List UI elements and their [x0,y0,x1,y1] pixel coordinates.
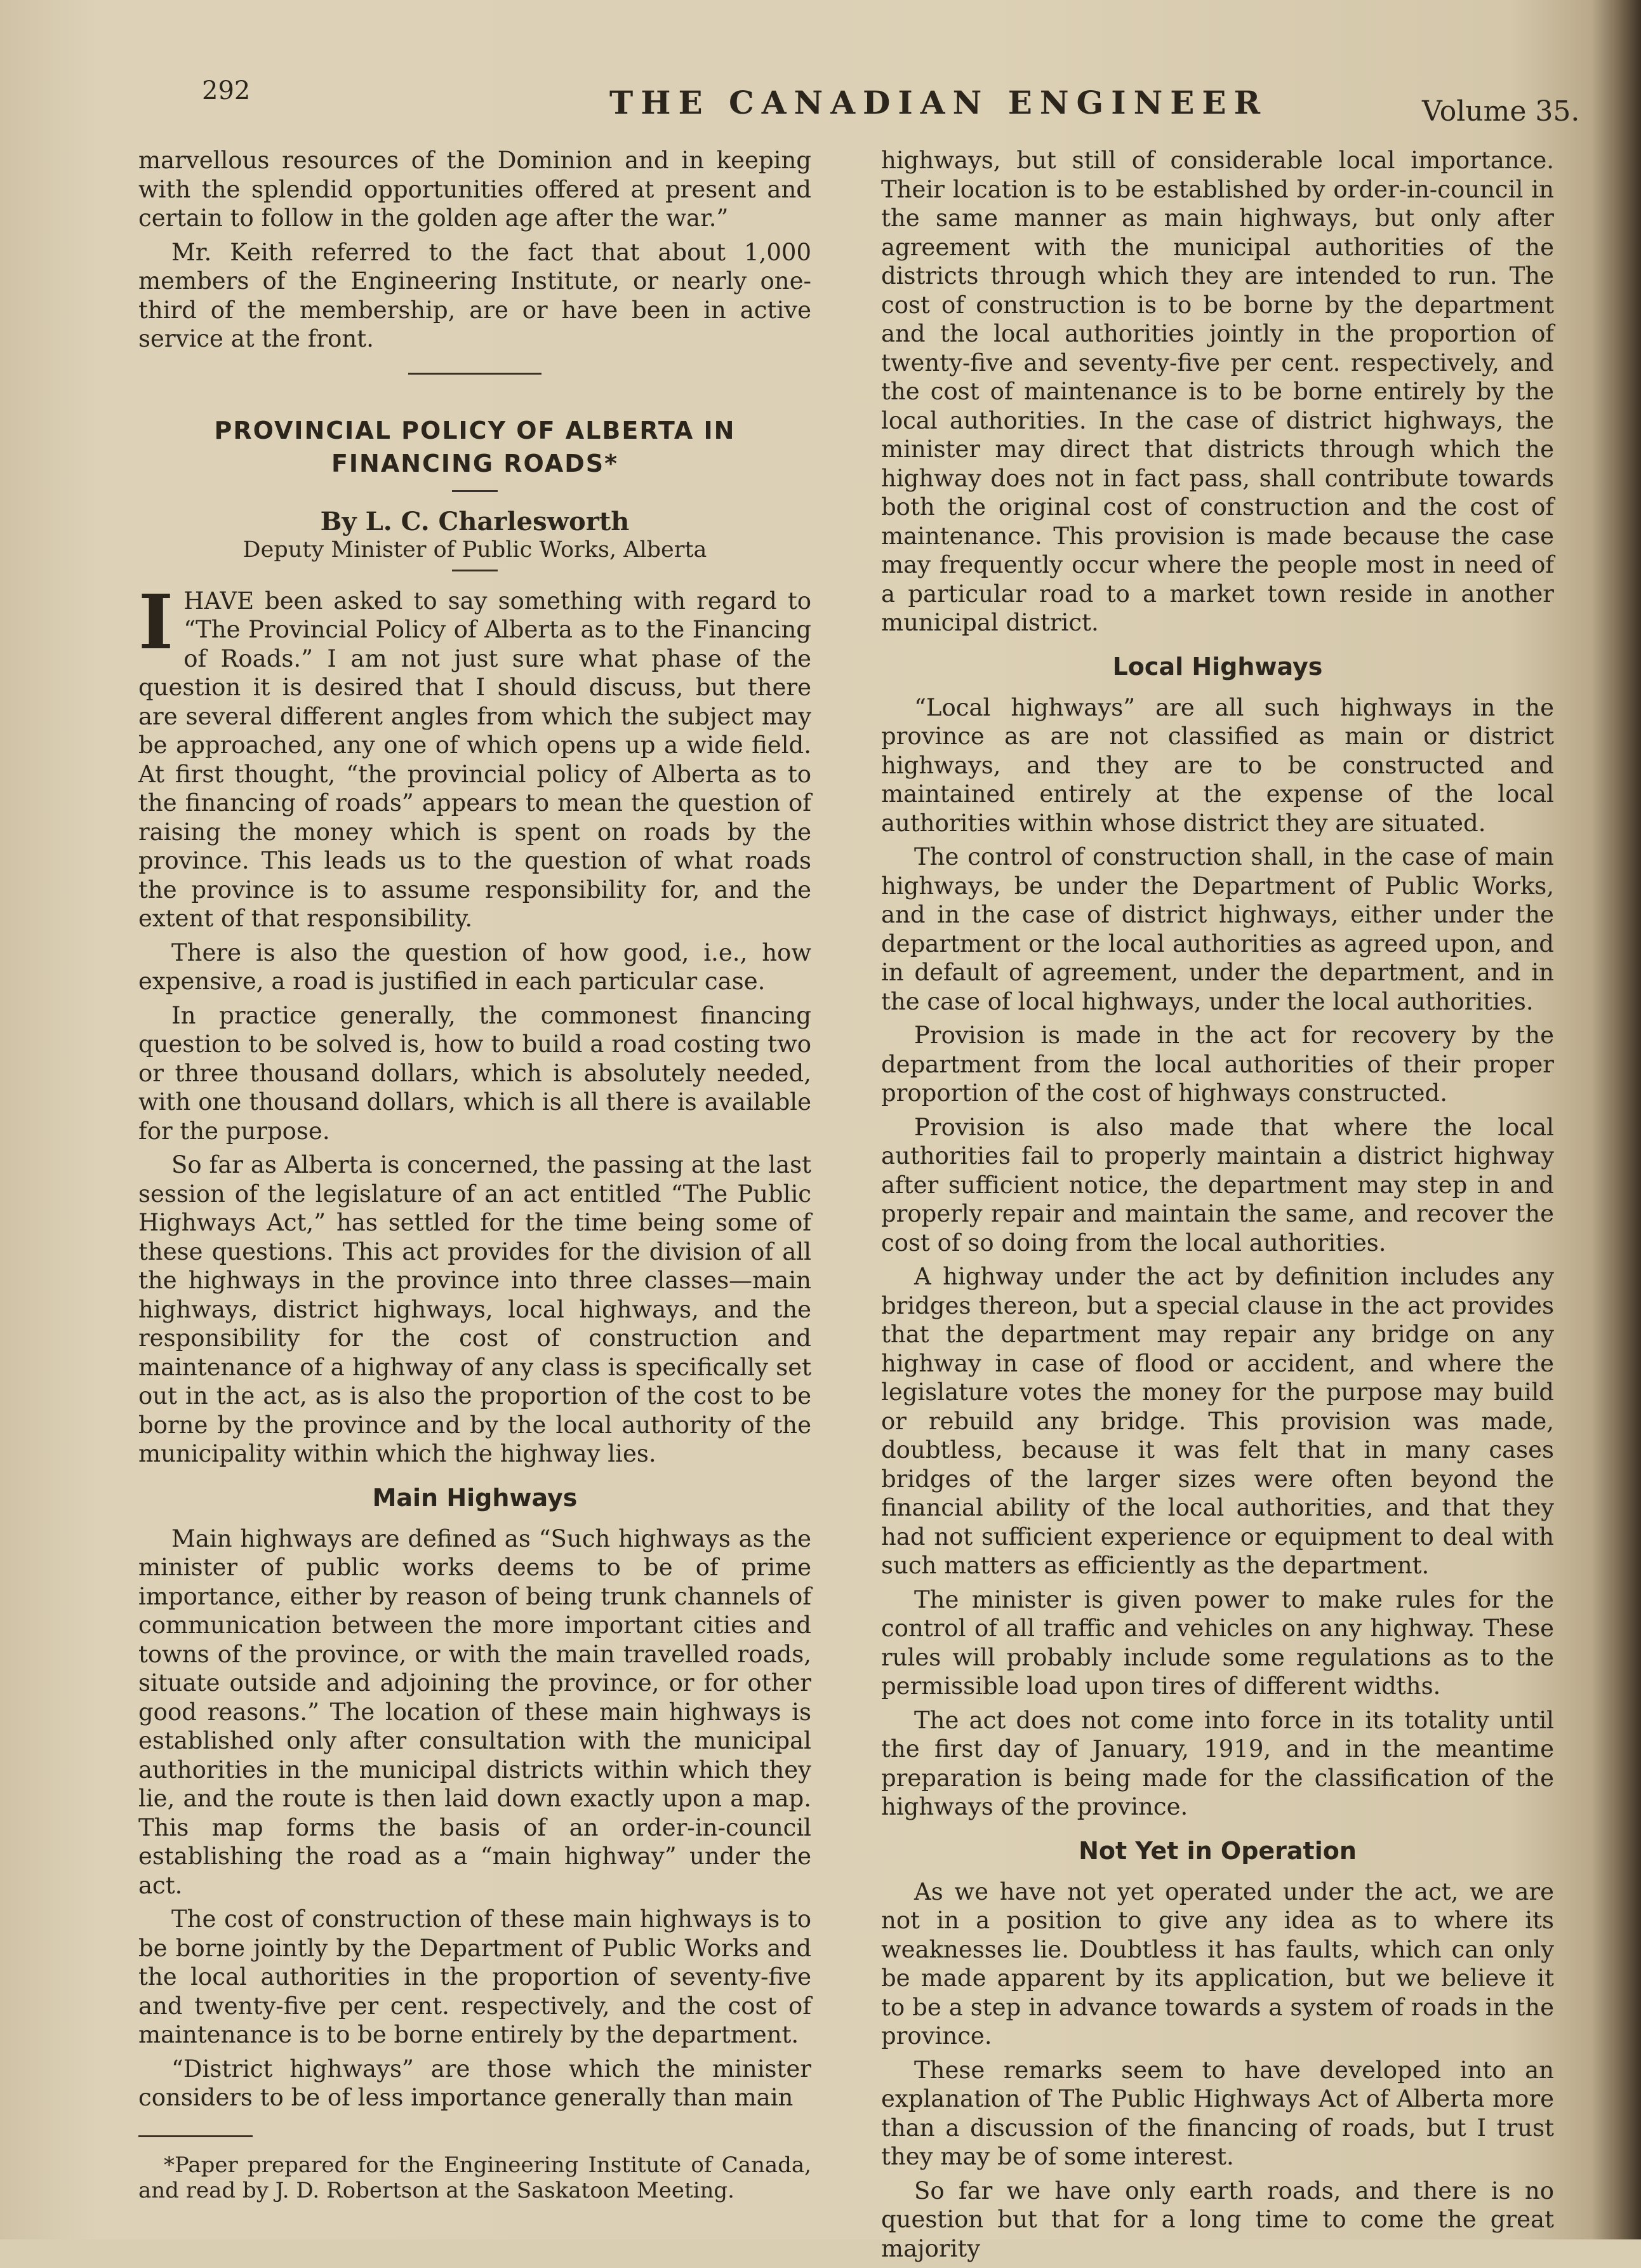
left-column [138,146,811,2203]
article-title-line: FINANCING ROADS* [331,449,619,477]
journal-title: THE CANADIAN ENGINEER [609,84,1268,121]
body-paragraph: Provision is also made that where the local authorities fail to properly maintain a district highway after sufficient notice, the department may step in and properly repair and maintain the same, and recover the cost of so doing from the local authorities. [881,1113,1554,1257]
footnote [138,2152,811,2203]
body-paragraph: A highway under the act by definition includes any bridges thereon, but a special clause in the act provides that the department may repair any bridge on any highway in case of flood or accident, and where the legislature votes the money for the purpose may build or rebuild any bridge. This provision was made, doubtless, because it was felt that in many cases bridges of the larger sizes were often beyond the financial ability of the local authorities, and that they had not sufficient experience or equipment to deal with such matters as efficiently as the department. [881,1263,1554,1579]
intro-paragraph: marvellous resources of the Dominion and in keeping with the splendid opportunities offered at present and certain to follow in the golden age after the war.” [138,147,811,232]
right-column [881,146,1554,2268]
body-paragraph: As we have not yet operated under the act, we are not in a position to give any idea as to where its weaknesses lie. Doubtless it has faults, which can only be made apparent by its application, but we believe it to be a step in advance towards a system of roads in the province. [881,1878,1554,2050]
intro-paragraph: Mr. Keith referred to the fact that about 1,000 members of the Engineering Institute, or nearly one-third of the membership, are or have been in active service at the front. [138,238,811,352]
page-number: 292 [202,76,251,105]
footnote-text: *Paper prepared for the Engineering Institute of Canada, and read by J. D. Robertson at the Saskatoon Meeting. [138,2152,811,2203]
article-title-line: PROVINCIAL POLICY OF ALBERTA IN [214,416,736,444]
body-paragraph: There is also the question of how good, i.e., how expensive, a road is justified in each particular case. [138,938,811,995]
body-paragraph: “Local highways” are all such highways in the province as are not classified as main or district highways, and they are to be constructed and maintained entirely at the expense of the local authorities within whose district they are situated. [881,693,1554,837]
byline-divider [452,570,498,571]
volume-label: Volume 35. [1422,95,1580,128]
body-paragraph: Provision is made in the act for recovery by the department from the local authorities of their proper proportion of the cost of highways constructed. [881,1022,1554,1107]
title-divider [452,490,498,492]
body-paragraph: “District highways” are those which the minister considers to be of less importance generally than main [138,2055,811,2111]
subheading: Local Highways [1112,652,1323,681]
body-paragraph: The act does not come into force in its totality until the first day of January, 1919, and in the meantime preparation is being made for the classification of the highways of the province. [881,1706,1554,1820]
footnote-divider [138,2135,253,2137]
body-paragraph: Main highways are defined as “Such highways as the minister of public works deems to be of prime importance, either by reason of being trunk channels of communication between the more important cities and towns of the province, or with the main travelled roads, situate outside and adjoining the province, or for other good reasons.” The location of these main highways is established only after consultation with the municipal authorities in the municipal districts within which they lie, and the route is then laid down exactly upon a map. This map forms the basis of an order-in-council establishing the road as a “main highway” under the act. [138,1524,811,1899]
body-paragraph: These remarks seem to have developed into an explanation of The Public Highways Act of Alberta more than a discussion of the financing of roads, but I trust they may be of some interest. [881,2056,1554,2170]
body-paragraph [138,577,811,933]
drop-cap: I [138,577,174,666]
book-spine-shadow [1612,0,1641,2239]
body-paragraph: So far we have only earth roads, and there is no question but that for a long time to come the great majority [881,2177,1554,2262]
section-divider [408,373,541,375]
author-role: Deputy Minister of Public Works, Alberta [242,537,707,563]
body-paragraph: The control of construction shall, in the case of main highways, be under the Department of Public Works, and in the case of district highways, either under the department or the local authorities as agreed upon, and in default of agreement, under the department, and in the case of local highways, under the local authorities. [881,843,1554,1015]
body-paragraph: So far as Alberta is concerned, the passing at the last session of the legislature of an act entitled “The Public Highways Act,” has settled for the time being some of these questions. This act provides for the division of all the highways in the province into three classes—main highways, district highways, local highways, and the responsibility for the cost of construction and maintenance of a highway of any class is specifically set out in the act, as is also the proportion of the cost to be borne by the province and by the local authority of the municipality within which the highway lies. [138,1151,811,1467]
subheading: Main Highways [372,1483,578,1512]
body-paragraph: highways, but still of considerable local importance. Their location is to be established by order-in-council in the same manner as main highways, but only after agreement with the municipal authorities of the districts through which they are intended to run. The cost of construction is to be borne by the department and the local authorities jointly in the proportion of twenty-five and seventy-five per cent. respectively, and the cost of maintenance is to be borne entirely by the local authorities. In the case of district highways, the minister may direct that districts through which the highway does not in fact pass, shall contribute towards both the original cost of construction and the cost of maintenance. This provision is made because the case may frequently occur where the people most in need of a particular road to a market town reside in another municipal district. [881,147,1554,636]
subheading: Not Yet in Operation [1079,1836,1357,1865]
body-text: HAVE been asked to say something with regard to “The Provincial Policy of Alberta as to the Financing of Roads.” I am not just sure what phase of the question it is desired that I should discuss, but there are several different angles from which the subject may be approached, any one of which opens up a wide field. At first thought, “the provincial policy of Alberta as to the financing of roads” appears to mean the question of raising the money which is spent on roads by the province. This leads us to the question of what roads the province is to assume responsibility for, and the extent of that responsibility. [138,587,811,932]
body-paragraph: The cost of construction of these main highways is to be borne jointly by the Department of Public Works and the local authorities in the proportion of seventy-five and twenty-five per cent. respectively, and the cost of maintenance is to be borne entirely by the department. [138,1905,811,2048]
author-byline: By L. C. Charlesworth [320,506,630,537]
body-paragraph: In practice generally, the commonest financing question to be solved is, how to build a road costing two or three thousand dollars, which is absolutely needed, with one thousand dollars, which is all there is available for the purpose. [138,1001,811,1145]
body-paragraph: The minister is given power to make rules for the control of all traffic and vehicles on any highway. These rules will probably include some regulations as to the permissible load upon tires of different widths. [881,1585,1554,1700]
article-title [138,414,811,480]
